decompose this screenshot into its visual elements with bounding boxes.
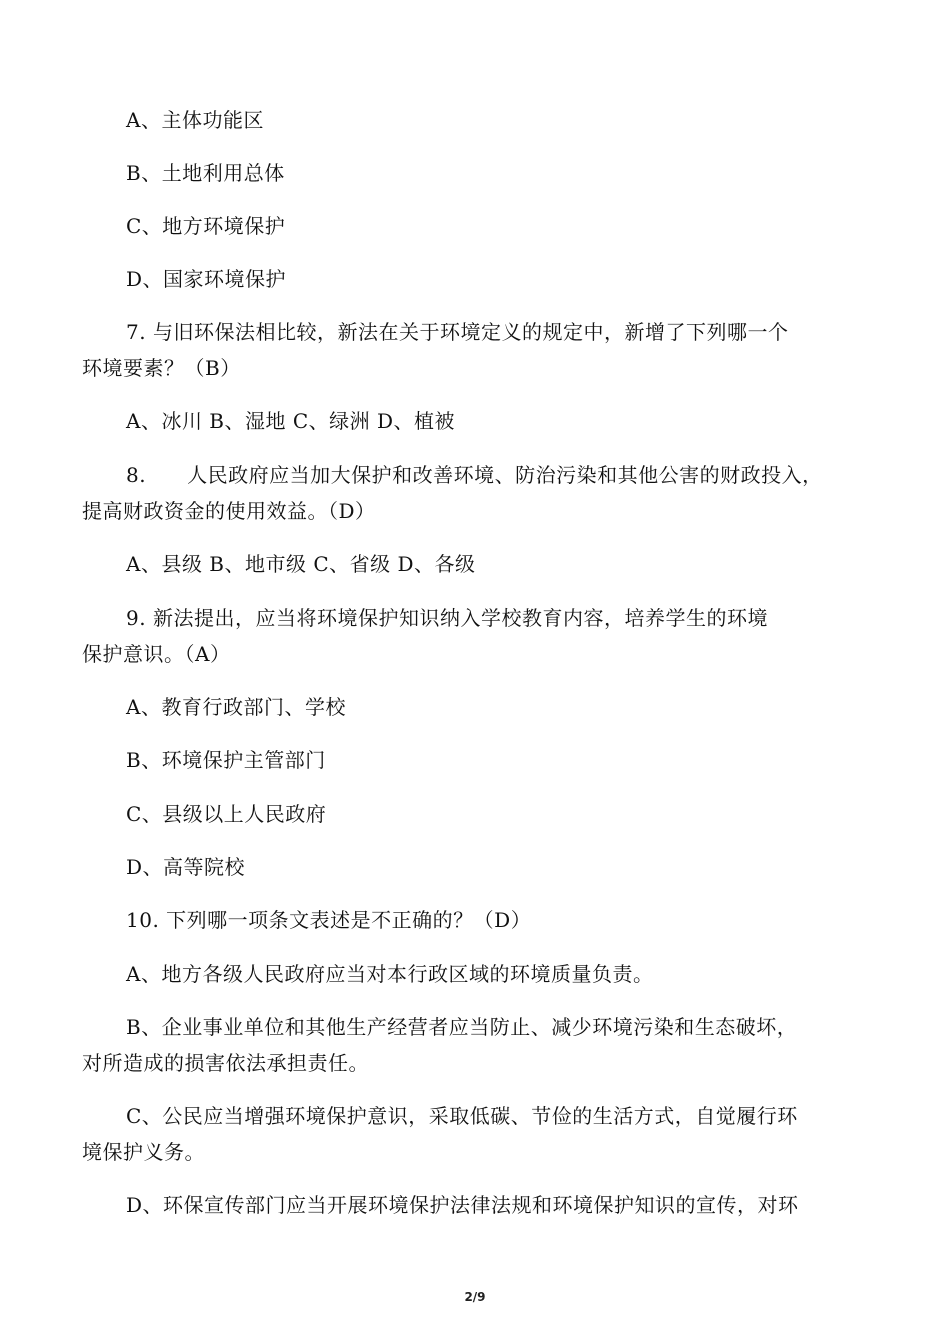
option-d-q10-line-1: D、环保宣传部门应当开展环境保护法律法规和环境保护知识的宣传，对环: [126, 1193, 799, 1217]
option-d-q6: D、国家环境保护: [126, 267, 287, 291]
question-8-line-2: 提高财政资金的使用效益。（D）: [82, 499, 376, 523]
options-q7: A、冰川 B、湿地 C、绿洲 D、植被: [126, 409, 456, 433]
option-b-q6: B、土地利用总体: [126, 161, 285, 185]
option-c-q9: C、县级以上人民政府: [126, 802, 327, 826]
page-number: 2/9: [464, 1290, 486, 1304]
question-9-line-1: 9. 新法提出，应当将环境保护知识纳入学校教育内容，培养学生的环境: [126, 606, 768, 630]
option-c-q10-line-1: C、公民应当增强环境保护意识，采取低碳、节俭的生活方式，自觉履行环: [126, 1104, 798, 1128]
option-b-q10-line-2: 对所造成的损害依法承担责任。: [82, 1051, 369, 1075]
option-a-q10: A、地方各级人民政府应当对本行政区域的环境质量负责。: [126, 962, 654, 986]
option-b-q9: B、环境保护主管部门: [126, 748, 326, 772]
option-a-q6: A、主体功能区: [126, 108, 264, 132]
question-7-line-2: 环境要素？（B）: [82, 356, 241, 380]
question-9-line-2: 保护意识。（A）: [82, 642, 231, 666]
option-d-q9: D、高等院校: [126, 855, 246, 879]
options-q8: A、县级 B、地市级 C、省级 D、各级: [126, 552, 476, 576]
option-a-q9: A、教育行政部门、学校: [126, 695, 346, 719]
option-c-q10-line-2: 境保护义务。: [82, 1140, 205, 1164]
option-b-q10-line-1: B、企业事业单位和其他生产经营者应当防止、减少环境污染和生态破坏，: [126, 1015, 798, 1039]
question-7-line-1: 7. 与旧环保法相比较，新法在关于环境定义的规定中，新增了下列哪一个: [126, 320, 789, 344]
question-10: 10. 下列哪一项条文表述是不正确的？（D）: [126, 908, 532, 932]
option-c-q6: C、地方环境保护: [126, 214, 286, 238]
question-8-line-1: 8. 人民政府应当加大保护和改善环境、防治污染和其他公害的财政投入，: [126, 463, 823, 487]
